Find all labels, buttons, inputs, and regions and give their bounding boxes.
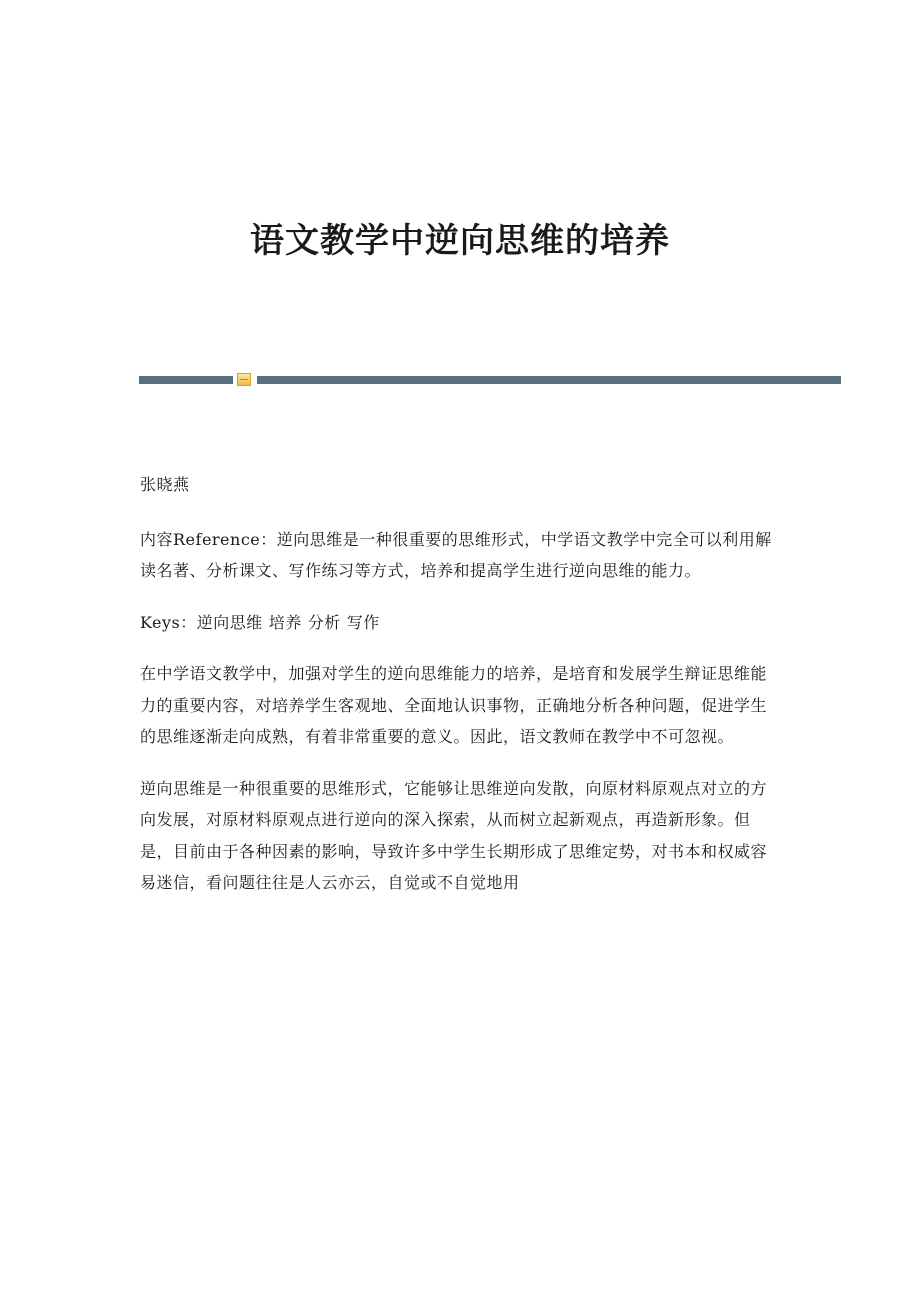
page-title: 语文教学中逆向思维的培养 xyxy=(250,221,670,261)
body-paragraph-2: 逆向思维是一种很重要的思维形式，它能够让思维逆向发散，向原材料原观点对立的方向发展，对原材料原观点进行逆向的深入探索，从而树立起新观点，再造新形象。但是，目前由于各种因素的影响，导致许多中学生长期形成了思维定势，对书本和权威容易迷信，看问题往往是人云亦云，自觉或不自觉地用 xyxy=(140,778,768,892)
divider-ornament-icon xyxy=(237,373,251,386)
keyword-item: 逆向思维 xyxy=(196,612,263,632)
divider-bar-left xyxy=(139,376,233,384)
abstract-label: 内容Reference： xyxy=(140,529,277,549)
keyword-item: 分析 xyxy=(307,612,341,632)
body-paragraph-1: 在中学语文教学中，加强对学生的逆向思维能力的培养，是培育和发展学生辩证思维能力的重要内容，对培养学生客观地、全面地认识事物，正确地分析各种问题，促进学生的思维逐渐走向成熟，有着非常重要的意义。因此，语文教师在教学中不可忽视。 xyxy=(140,664,768,746)
divider-bar-right xyxy=(257,376,841,384)
title-divider xyxy=(139,372,841,388)
keywords xyxy=(140,607,772,639)
document-body xyxy=(140,469,772,919)
keywords-label: Keys： xyxy=(140,612,197,632)
abstract xyxy=(140,524,772,587)
abstract-text: 逆向思维是一种很重要的思维形式，中学语文教学中完全可以利用解读名著、分析课文、写作练习等方式，培养和提高学生进行逆向思维的能力。 xyxy=(140,529,772,580)
keyword-item: 写作 xyxy=(346,612,380,632)
keyword-item: 培养 xyxy=(268,612,302,632)
author-name: 张晓燕 xyxy=(140,475,190,494)
